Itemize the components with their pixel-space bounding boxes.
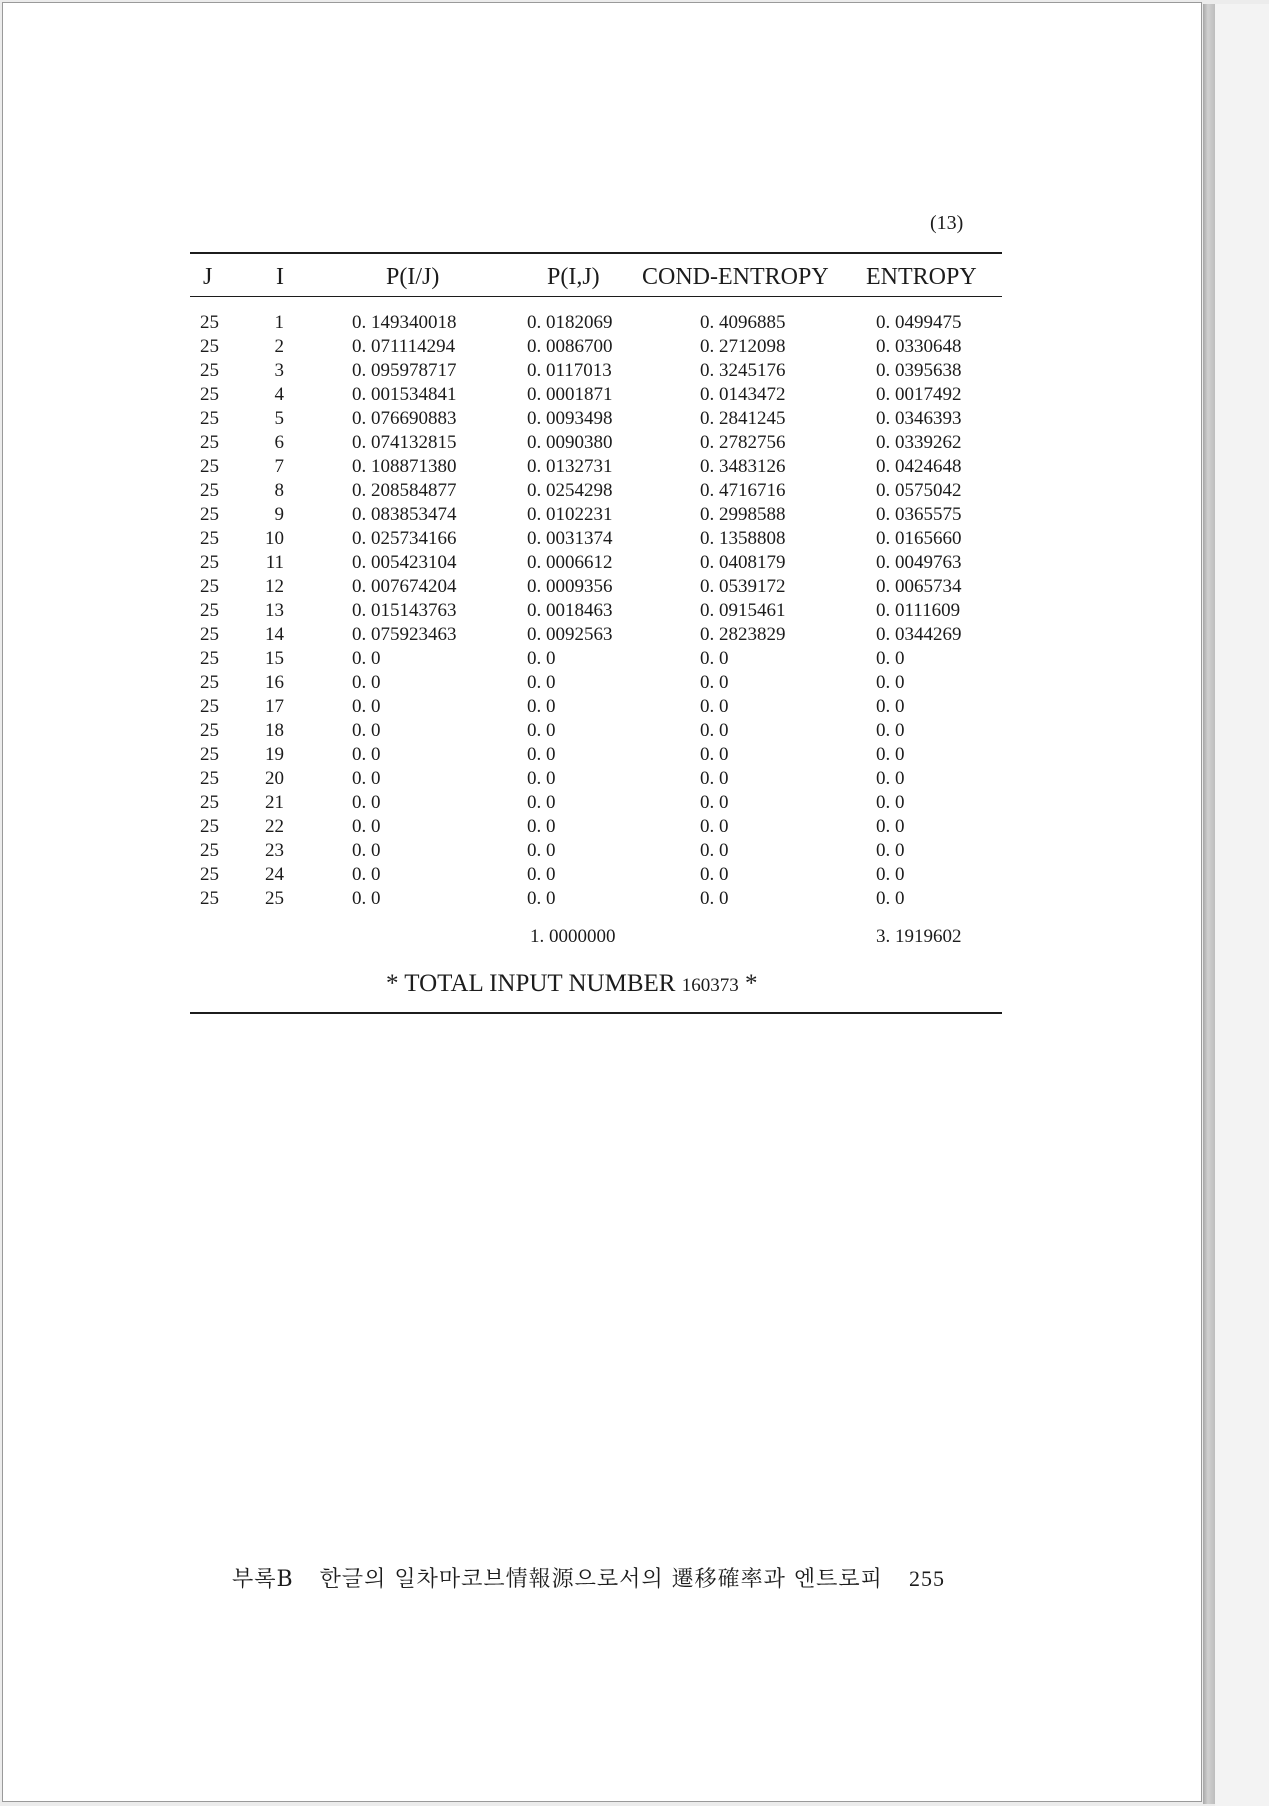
cell-i: 23 (265, 840, 284, 861)
cell-entropy: 0. 0049763 (876, 552, 962, 573)
table-row (190, 552, 1002, 576)
cell-entropy: 0. 0499475 (876, 312, 962, 333)
cell-cond-entropy: 0. 0 (700, 792, 729, 813)
cell-cond-entropy: 0. 2998588 (700, 504, 786, 525)
cell-cond-entropy: 0. 3245176 (700, 360, 786, 381)
table-row (190, 696, 1002, 720)
cell-i: 19 (265, 744, 284, 765)
cell-i: 21 (265, 792, 284, 813)
cell-entropy: 0. 0 (876, 816, 905, 837)
cell-p-i-given-j: 0. 074132815 (352, 432, 457, 453)
cell-cond-entropy: 0. 1358808 (700, 528, 786, 549)
cell-p-i-j: 0. 0 (527, 792, 556, 813)
cell-i: 8 (274, 480, 284, 501)
cell-p-i-given-j: 0. 071114294 (352, 336, 456, 357)
cell-p-i-given-j: 0. 0 (352, 648, 381, 669)
cell-p-i-given-j: 0. 001534841 (352, 384, 457, 405)
cell-p-i-given-j: 0. 208584877 (352, 480, 457, 501)
cell-entropy: 0. 0165660 (876, 528, 962, 549)
cell-p-i-j: 0. 0092563 (527, 624, 613, 645)
table-row (190, 720, 1002, 744)
cell-p-i-j: 0. 0 (527, 648, 556, 669)
cell-p-i-given-j: 0. 0 (352, 720, 381, 741)
total-input-footnote (386, 970, 757, 998)
cell-cond-entropy: 0. 0 (700, 888, 729, 909)
cell-p-i-j: 0. 0006612 (527, 552, 613, 573)
cell-j: 25 (200, 480, 219, 501)
cell-cond-entropy: 0. 0 (700, 816, 729, 837)
footnote-suffix: * (744, 970, 758, 997)
table-row (190, 384, 1002, 408)
cell-i: 12 (265, 576, 284, 597)
cell-j: 25 (200, 432, 219, 453)
cell-j: 25 (200, 528, 219, 549)
page-number: 255 (908, 1566, 945, 1591)
table-row (190, 792, 1002, 816)
cell-p-i-j: 0. 0 (527, 720, 556, 741)
cell-j: 25 (200, 312, 219, 333)
cell-p-i-given-j: 0. 095978717 (352, 360, 457, 381)
cell-p-i-j: 0. 0 (527, 840, 556, 861)
cell-cond-entropy: 0. 2823829 (700, 624, 786, 645)
header-i: I (276, 264, 284, 290)
cell-entropy: 0. 0344269 (876, 624, 962, 645)
footer-title: 한글의 일차마코브情報源으로서의 遷移確率과 엔트로피 (319, 1567, 883, 1592)
cell-p-i-given-j: 0. 025734166 (352, 528, 457, 549)
cell-p-i-j: 0. 0182069 (527, 312, 613, 333)
cell-j: 25 (200, 360, 219, 381)
cell-cond-entropy: 0. 0 (700, 744, 729, 765)
cell-entropy: 0. 0395638 (876, 360, 962, 381)
cell-entropy: 0. 0 (876, 696, 905, 717)
header-j: J (203, 264, 213, 290)
cell-cond-entropy: 0. 0408179 (700, 552, 786, 573)
cell-i: 11 (265, 552, 284, 573)
header-cond-entropy: COND-ENTROPY (642, 264, 829, 290)
cell-p-i-given-j: 0. 0 (352, 816, 381, 837)
table-row (190, 312, 1002, 336)
cell-cond-entropy: 0. 0539172 (700, 576, 786, 597)
cell-entropy: 0. 0017492 (876, 384, 962, 405)
cell-cond-entropy: 0. 0 (700, 840, 729, 861)
cell-i: 2 (274, 336, 284, 357)
cell-i: 18 (265, 720, 284, 741)
cell-entropy: 0. 0339262 (876, 432, 962, 453)
cell-cond-entropy: 0. 0 (700, 672, 729, 693)
cell-cond-entropy: 0. 0915461 (700, 600, 786, 621)
table-row (190, 744, 1002, 768)
cell-j: 25 (200, 552, 219, 573)
cell-p-i-j: 0. 0117013 (527, 360, 612, 381)
cell-p-i-given-j: 0. 0 (352, 864, 381, 885)
cell-p-i-given-j: 0. 0 (352, 840, 381, 861)
cell-j: 25 (200, 504, 219, 525)
cell-p-i-j: 0. 0 (527, 768, 556, 789)
cell-p-i-j: 0. 0009356 (527, 576, 613, 597)
table-top-rule (190, 252, 1002, 254)
cell-p-i-given-j: 0. 005423104 (352, 552, 457, 573)
cell-j: 25 (200, 864, 219, 885)
cell-cond-entropy: 0. 2841245 (700, 408, 786, 429)
cell-j: 25 (200, 624, 219, 645)
cell-j: 25 (200, 600, 219, 621)
cell-j: 25 (200, 696, 219, 717)
cell-i: 22 (265, 816, 284, 837)
cell-entropy: 0. 0 (876, 768, 905, 789)
page-footer (232, 1562, 945, 1593)
table-row (190, 336, 1002, 360)
table-row (190, 360, 1002, 384)
cell-i: 17 (265, 696, 284, 717)
table-body (190, 312, 1002, 912)
table-header-rule (190, 296, 1002, 297)
cell-cond-entropy: 0. 0143472 (700, 384, 786, 405)
cell-j: 25 (200, 336, 219, 357)
page-edge (1203, 4, 1215, 1804)
cell-cond-entropy: 0. 0 (700, 696, 729, 717)
header-entropy: ENTROPY (866, 264, 977, 290)
cell-entropy: 0. 0065734 (876, 576, 962, 597)
table-row (190, 576, 1002, 600)
table-row (190, 408, 1002, 432)
cell-p-i-j: 0. 0001871 (527, 384, 613, 405)
cell-cond-entropy: 0. 0 (700, 768, 729, 789)
cell-entropy: 0. 0 (876, 648, 905, 669)
cell-j: 25 (200, 648, 219, 669)
cell-p-i-given-j: 0. 0 (352, 672, 381, 693)
cell-p-i-given-j: 0. 076690883 (352, 408, 457, 429)
cell-j: 25 (200, 792, 219, 813)
table-row (190, 432, 1002, 456)
cell-i: 16 (265, 672, 284, 693)
cell-i: 14 (265, 624, 284, 645)
cell-p-i-given-j: 0. 0 (352, 792, 381, 813)
cell-j: 25 (200, 744, 219, 765)
cell-entropy: 0. 0 (876, 744, 905, 765)
cell-i: 15 (265, 648, 284, 669)
total-entropy: 3. 1919602 (876, 926, 962, 947)
footer-section: 부록B (232, 1567, 294, 1592)
cell-p-i-j: 0. 0132731 (527, 456, 613, 477)
total-p-i-j: 1. 0000000 (530, 926, 616, 947)
cell-j: 25 (200, 840, 219, 861)
cell-p-i-j: 0. 0031374 (527, 528, 613, 549)
cell-p-i-given-j: 0. 0 (352, 888, 381, 909)
cell-p-i-j: 0. 0 (527, 672, 556, 693)
cell-p-i-given-j: 0. 108871380 (352, 456, 457, 477)
table-row (190, 504, 1002, 528)
cell-j: 25 (200, 408, 219, 429)
table-row (190, 648, 1002, 672)
table-row (190, 864, 1002, 888)
cell-j: 25 (200, 888, 219, 909)
cell-p-i-j: 0. 0093498 (527, 408, 613, 429)
cell-p-i-given-j: 0. 075923463 (352, 624, 457, 645)
cell-entropy: 0. 0 (876, 792, 905, 813)
cell-cond-entropy: 0. 3483126 (700, 456, 786, 477)
cell-j: 25 (200, 816, 219, 837)
cell-cond-entropy: 0. 0 (700, 864, 729, 885)
cell-cond-entropy: 0. 4716716 (700, 480, 786, 501)
cell-entropy: 0. 0365575 (876, 504, 962, 525)
cell-p-i-j: 0. 0 (527, 696, 556, 717)
table-row (190, 480, 1002, 504)
cell-entropy: 0. 0 (876, 840, 905, 861)
cell-i: 6 (274, 432, 284, 453)
cell-i: 13 (265, 600, 284, 621)
table-row (190, 456, 1002, 480)
table-row (190, 672, 1002, 696)
cell-i: 20 (265, 768, 284, 789)
cell-p-i-given-j: 0. 0 (352, 696, 381, 717)
cell-j: 25 (200, 720, 219, 741)
cell-entropy: 0. 0424648 (876, 456, 962, 477)
cell-p-i-j: 0. 0018463 (527, 600, 613, 621)
cell-entropy: 0. 0 (876, 864, 905, 885)
cell-p-i-j: 0. 0 (527, 864, 556, 885)
table-row (190, 840, 1002, 864)
cell-entropy: 0. 0330648 (876, 336, 962, 357)
table-bottom-rule (190, 1012, 1002, 1014)
cell-entropy: 0. 0 (876, 672, 905, 693)
cell-cond-entropy: 0. 2712098 (700, 336, 786, 357)
cell-p-i-j: 0. 0 (527, 744, 556, 765)
cell-entropy: 0. 0575042 (876, 480, 962, 501)
cell-p-i-j: 0. 0090380 (527, 432, 613, 453)
cell-p-i-j: 0. 0102231 (527, 504, 613, 525)
table-number: (13) (930, 212, 964, 234)
table-row (190, 624, 1002, 648)
cell-cond-entropy: 0. 0 (700, 648, 729, 669)
cell-i: 24 (265, 864, 284, 885)
cell-cond-entropy: 0. 0 (700, 720, 729, 741)
cell-entropy: 0. 0111609 (876, 600, 961, 621)
cell-cond-entropy: 0. 4096885 (700, 312, 786, 333)
cell-j: 25 (200, 576, 219, 597)
cell-cond-entropy: 0. 2782756 (700, 432, 786, 453)
cell-j: 25 (200, 384, 219, 405)
table-row (190, 768, 1002, 792)
cell-p-i-given-j: 0. 083853474 (352, 504, 457, 525)
cell-i: 25 (265, 888, 284, 909)
cell-i: 10 (265, 528, 284, 549)
footnote-number: 160373 (681, 975, 739, 996)
header-p-i-given-j: P(I/J) (386, 264, 440, 290)
header-p-i-j: P(I,J) (547, 264, 600, 290)
footnote-prefix: * TOTAL INPUT NUMBER (386, 970, 676, 997)
cell-i: 9 (274, 504, 284, 525)
cell-p-i-given-j: 0. 0 (352, 768, 381, 789)
cell-p-i-j: 0. 0 (527, 816, 556, 837)
table-row (190, 600, 1002, 624)
table-row (190, 888, 1002, 912)
cell-p-i-j: 0. 0 (527, 888, 556, 909)
cell-p-i-j: 0. 0086700 (527, 336, 613, 357)
cell-i: 7 (274, 456, 284, 477)
cell-i: 4 (274, 384, 284, 405)
cell-p-i-given-j: 0. 015143763 (352, 600, 457, 621)
page-shadow (1215, 4, 1269, 1806)
cell-j: 25 (200, 672, 219, 693)
cell-entropy: 0. 0346393 (876, 408, 962, 429)
cell-p-i-given-j: 0. 0 (352, 744, 381, 765)
cell-entropy: 0. 0 (876, 720, 905, 741)
cell-i: 5 (274, 408, 284, 429)
cell-j: 25 (200, 768, 219, 789)
cell-p-i-given-j: 0. 007674204 (352, 576, 457, 597)
table-row (190, 816, 1002, 840)
cell-j: 25 (200, 456, 219, 477)
cell-i: 1 (274, 312, 284, 333)
cell-p-i-given-j: 0. 149340018 (352, 312, 457, 333)
table-row (190, 528, 1002, 552)
cell-entropy: 0. 0 (876, 888, 905, 909)
cell-i: 3 (274, 360, 284, 381)
cell-p-i-j: 0. 0254298 (527, 480, 613, 501)
